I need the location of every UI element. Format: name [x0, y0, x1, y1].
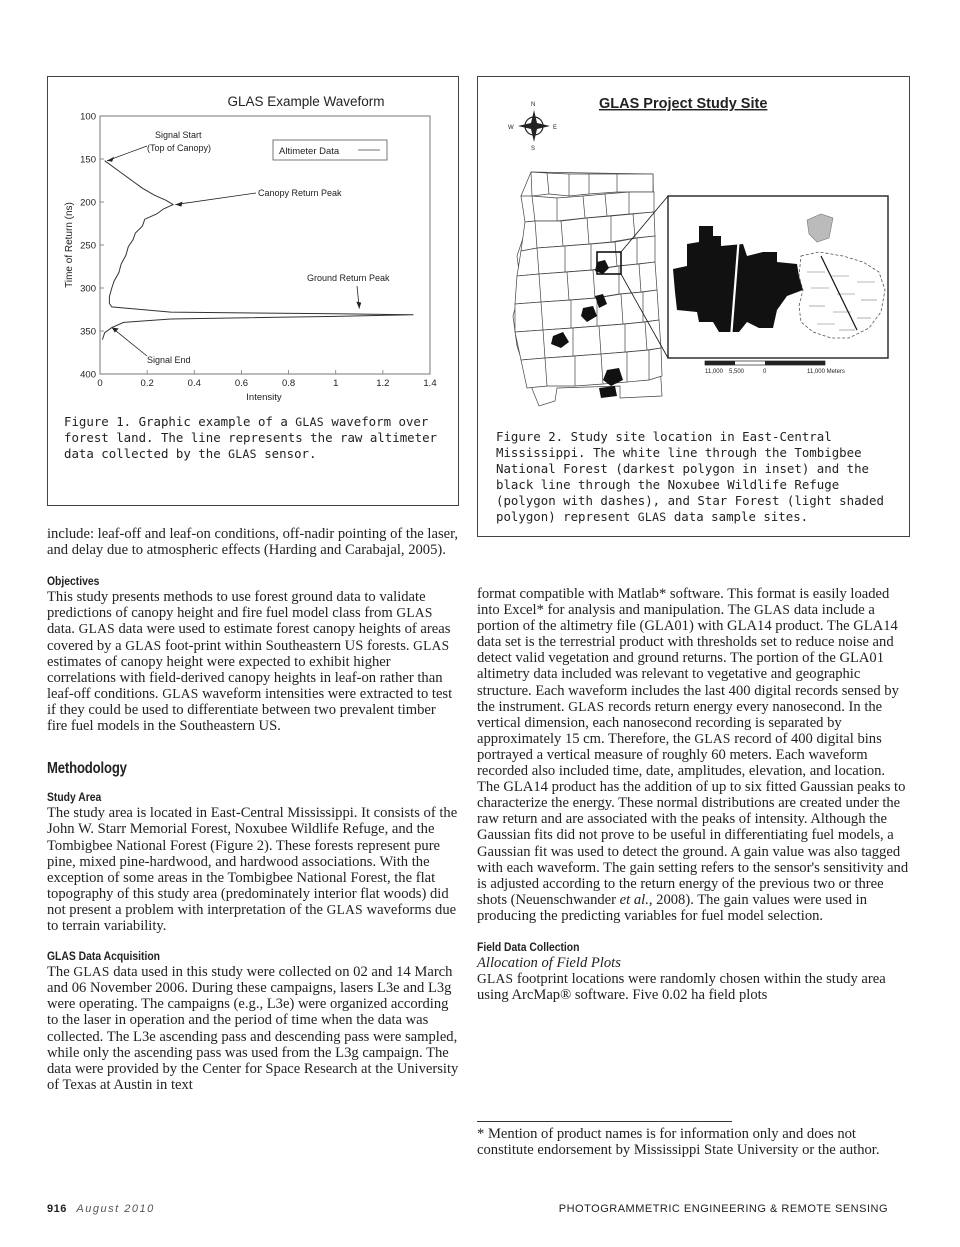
glas-term: GLAS: [637, 510, 667, 524]
study-area-heading: Study Area: [47, 790, 102, 805]
study-site-inset: [668, 196, 888, 358]
scale-bar: [705, 361, 845, 375]
scale-label: 11,000: [705, 369, 723, 375]
compass-w: W: [508, 125, 514, 131]
glas-data-paragraph: [477, 586, 910, 924]
caption-text: Figure 2. Study site location in East-Central Mississippi. The white line through the Tombigbee National Forest (darkest polygon in inset) and the black line through the Noxubee Wildlife Refuge (polygon with dashes), and Star Forest (light shaded polygon) represent: [496, 429, 884, 524]
annotation-canopy-peak: Canopy Return Peak: [258, 188, 342, 198]
y-tick-label: 150: [80, 154, 96, 166]
caption-text: Figure 1. Graphic example of a: [64, 414, 296, 429]
glas-term: GLAS: [73, 964, 110, 980]
glas-term: GLAS: [162, 685, 199, 701]
glas-term: GLAS: [125, 637, 162, 653]
x-tick-label: 0.2: [140, 378, 154, 389]
x-axis-label: Intensity: [246, 392, 282, 403]
study-area-paragraph: The study area is located in East-Central Mississippi. It consists of the John W. Starr Memorial Forest, Noxubee Wildlife Refuge, and the Tombigbee National Forest (Figure 2). These forests represent pure pine, mixed pine-hardwood, and hardwood associations. With the exception of some areas in the Tombigbee National Forest, the flat topography of this study area (predominately interior flat woods) did not present a problem with interpretation of the GLAS waveforms due to terrain variability.: [47, 805, 458, 934]
annotation-signal-end: Signal End: [147, 355, 191, 365]
annotation-signal-start-sub: (Top of Canopy): [147, 143, 212, 153]
x-tick-label: 0: [97, 378, 103, 389]
y-tick-label: 250: [80, 240, 96, 252]
glas-term: GLAS: [413, 637, 450, 653]
glas-acquisition-heading: GLAS Data Acquisition: [47, 949, 161, 964]
compass-e: E: [553, 125, 558, 131]
objectives-heading: Objectives: [47, 574, 100, 589]
left-column: [47, 526, 459, 1093]
figure-1-chart: [47, 76, 459, 406]
field-data-heading: Field Data Collection: [477, 939, 580, 954]
figure-2-map: [477, 76, 910, 416]
x-tick-label: 1: [333, 378, 339, 389]
compass-rose-icon: [508, 102, 557, 152]
scale-label: 0: [763, 369, 767, 375]
paragraph-text: format compatible with Matlab* software. This format is easily loaded into Excel* for analysis and manipulation. The GLAS data include a portion of the altimetry file (GLA01) with GLA14 product. The GLA14 data set is the terrestrial product with thresholds set to reduce noise and detect valid vegetation and ground returns. The portion of the GLA01 altimetry data included was relevant to vegetative and geographic structure. Each waveform includes the last 400 digital records sensed by the instrument. GLAS records return energy every nanosecond. In the vertical dimension, each nanosecond recording is separated by approximately 15 cm. Therefore, the GLAS record of 400 digital bins portrayed a vertical measure of roughly 60 meters. Each waveform recorded also included time, date, amplitudes, elevation, and location. The GLA14 product has the addition of up to six fitted Gaussian peaks to characterize the energy. These normal distributions are created under the raw return and are associated with the peaks of intensity. Although the Gaussian fits did not prove to be useful in differentiating fuel models, a Gaussian fit was used to detect the ground. A gain value was also tagged with each waveform. The gain setting refers to the sensor's sensitivity and is adjusted according to the return energy of the previous two or three shots (Neuenschwander: [477, 586, 909, 908]
glas-acquisition-paragraph: The GLAS data used in this study were collected on 02 and 14 March and 06 November 2006. During these campaigns, lasers L3e and L3g were operating. The campaigns (e.g., L3e) were organized according to the laser in operation and the period of time when the data was collected. The L3e ascending pass and descending pass were sampled, while only the ascending pass was used from the L3g campaign. The data were provided by the Center for Space Research at the University of Texas at Austin in text: [47, 964, 459, 1093]
allocation-subheading: Allocation of Field Plots: [477, 955, 621, 972]
glas-term: GLAS: [326, 901, 363, 917]
glas-term: GLAS: [753, 602, 791, 618]
y-tick-label: 200: [80, 197, 96, 209]
x-tick-label: 1.4: [423, 378, 437, 389]
intro-paragraph: include: leaf-off and leaf-on conditions, off-nadir pointing of the laser, and delay due to atmospheric effects (Harding and Carabajal, 2005).: [47, 526, 459, 559]
glas-term: GLAS: [295, 415, 324, 429]
glas-term: GLAS: [78, 621, 115, 637]
map-title: GLAS Project Study Site: [599, 96, 768, 112]
caption-text: sensor.: [256, 446, 317, 461]
x-tick-label: 0.6: [234, 378, 249, 389]
page-footer-left: [47, 1203, 155, 1215]
right-column: [477, 586, 910, 1003]
x-tick-label: 0.8: [281, 378, 296, 389]
y-tick-label: 400: [80, 369, 96, 381]
figure-1-caption: [64, 414, 444, 462]
x-tick-label: 1.2: [376, 378, 390, 389]
y-tick-label: 100: [80, 111, 96, 123]
issue-date: August 2010: [76, 1203, 155, 1215]
et-al: et al.: [619, 891, 649, 908]
y-axis-label: Time of Return (ns): [64, 202, 75, 288]
compass-n: N: [531, 102, 536, 108]
caption-text: data sample sites.: [666, 509, 809, 524]
chart-title: GLAS Example Waveform: [227, 94, 385, 109]
compass-s: S: [531, 146, 536, 152]
methodology-heading: Methodology: [47, 760, 127, 778]
glas-term: GLAS: [396, 605, 433, 621]
y-tick-label: 350: [80, 326, 96, 338]
scale-label: 5,500: [729, 369, 745, 375]
footnote-rule: [477, 1121, 732, 1122]
objectives-paragraph: This study presents methods to use forest ground data to validate predictions of canopy height and fire fuel model class from GLAS data. GLAS data were used to estimate forest canopy heights of areas covered by a GLAS foot-print within Southeastern US forests. GLAS estimates of canopy height were expected to exhibit higher correlations with field-derived canopy heights in leaf-on rather than leaf-off conditions. GLAS waveform intensities were extracted to test if they could be used to differentiate between two prevalent timber fire fuel models in the Southeastern US.: [47, 589, 453, 735]
annotation-signal-start: Signal Start: [155, 130, 202, 140]
page-number: 916: [47, 1203, 67, 1215]
legend-label: Altimeter Data: [279, 146, 340, 157]
x-tick-label: 0.4: [187, 378, 201, 389]
footnote: * Mention of product names is for information only and does not constitute endorsement by Mississippi State University or the author.: [477, 1126, 880, 1159]
mississippi-county-map: [513, 172, 662, 406]
y-tick-label: 300: [80, 283, 96, 295]
caption-text: waveform over forest land. The line represents the raw altimeter data collected by the: [64, 414, 437, 461]
journal-name: PHOTOGRAMMETRIC ENGINEERING & REMOTE SENSING: [558, 1203, 888, 1215]
glas-term: GLAS: [694, 730, 731, 746]
annotation-ground-peak: Ground Return Peak: [307, 273, 390, 283]
glas-term: GLAS: [568, 698, 605, 714]
glas-term: GLAS: [228, 447, 257, 461]
field-data-paragraph: GLAS footprint locations were randomly chosen within the study area using ArcMap® software. Five 0.02 ha field plots: [477, 971, 886, 1004]
paragraph-text: , 2008). The gain values were used in producing the predicting variables for fuel model selection.: [477, 891, 868, 924]
glas-term: GLAS: [477, 971, 514, 987]
scale-label: 11,000 Meters: [807, 369, 845, 375]
figure-2-caption: [496, 429, 896, 525]
